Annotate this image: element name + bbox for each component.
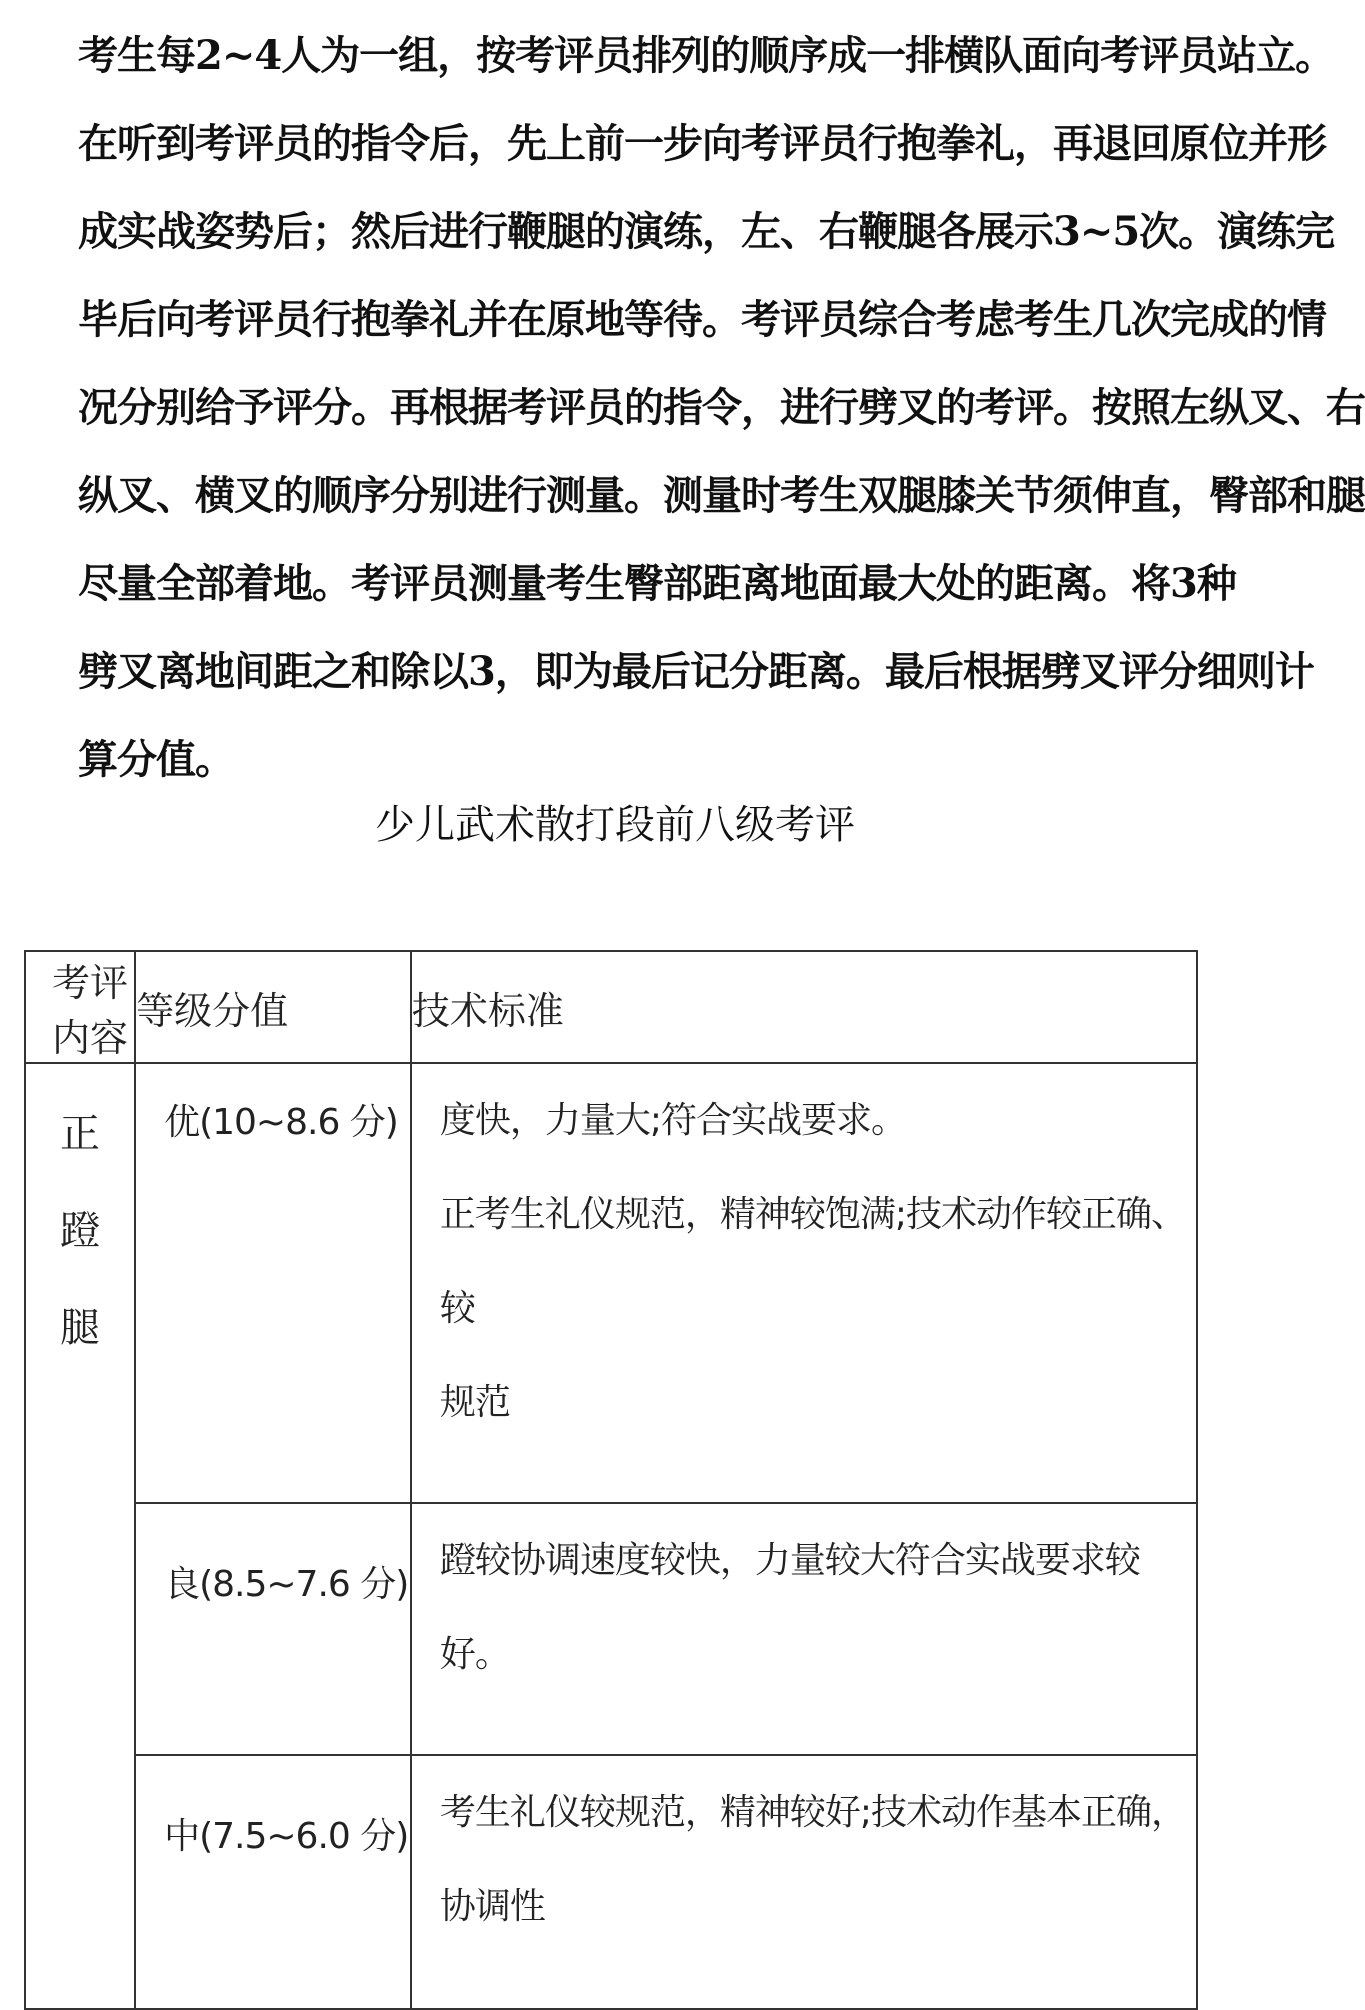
table-row	[25, 1063, 1197, 1503]
standard-line: 考生礼仪较规范，精神较好;技术动作基本正确，	[439, 1792, 1186, 1833]
table-header-row	[25, 951, 1197, 1063]
content-cell	[25, 1063, 135, 2009]
header-grade: 等级分值	[135, 951, 411, 1063]
standard-line: 好。	[439, 1634, 510, 1675]
standard-line: 度快，力量大;符合实战要求。	[439, 1100, 906, 1141]
header-standard: 技术标准	[411, 951, 1197, 1063]
paragraph-line: 尽量全部着地。考评员测量考生臀部距离地面最大处的距离。将3种	[78, 560, 1236, 607]
standard-line: 正考生礼仪规范，精神较饱满;技术动作较正确、	[439, 1194, 1186, 1235]
standard-line: 较	[439, 1288, 475, 1329]
paragraph-line: 成实战姿势后；然后进行鞭腿的演练，左、右鞭腿各展示3~5次。演练完	[78, 208, 1335, 255]
paragraph-line: 况分别给予评分。再根据考评员的指令，进行劈叉的考评。按照左纵叉、右	[78, 384, 1365, 431]
standard-cell	[411, 1063, 1197, 1503]
exam-instructions-paragraph	[78, 12, 1365, 804]
paragraph-line: 毕后向考评员行抱拳礼并在原地等待。考评员综合考虑考生几次完成的情	[78, 296, 1326, 343]
standard-cell	[411, 1755, 1197, 2009]
paragraph-line: 劈叉离地间距之和除以3，即为最后记分距离。最后根据劈叉评分细则计	[78, 648, 1314, 695]
content-char: 正	[60, 1111, 101, 1157]
paragraph-line: 纵叉、横叉的顺序分别进行测量。测量时考生双腿膝关节须伸直，臀部和腿	[78, 472, 1365, 519]
content-char: 腿	[60, 1305, 101, 1351]
paragraph-line: 在听到考评员的指令后，先上前一步向考评员行抱拳礼，再退回原位并形	[78, 120, 1326, 167]
standard-cell	[411, 1503, 1197, 1755]
standard-line: 蹬较协调速度较快，力量较大符合实战要求较	[439, 1540, 1140, 1581]
header-content: 考评内容	[25, 951, 135, 1063]
section-title: 少儿武术散打段前八级考评	[375, 802, 855, 848]
standard-line: 协调性	[439, 1886, 545, 1927]
paragraph-line: 算分值。	[78, 736, 234, 783]
table-row	[25, 1503, 1197, 1755]
scoring-table	[24, 950, 1198, 2010]
grade-cell: 优(10~8.6 分)	[135, 1063, 411, 1503]
grade-cell: 良(8.5~7.6 分)	[135, 1503, 411, 1755]
paragraph-line: 考生每2~4人为一组，按考评员排列的顺序成一排横队面向考评员站立。	[78, 32, 1335, 79]
standard-line: 规范	[439, 1382, 510, 1423]
grade-cell: 中(7.5~6.0 分)	[135, 1755, 411, 2009]
table-row	[25, 1755, 1197, 2009]
content-char: 蹬	[60, 1208, 101, 1254]
